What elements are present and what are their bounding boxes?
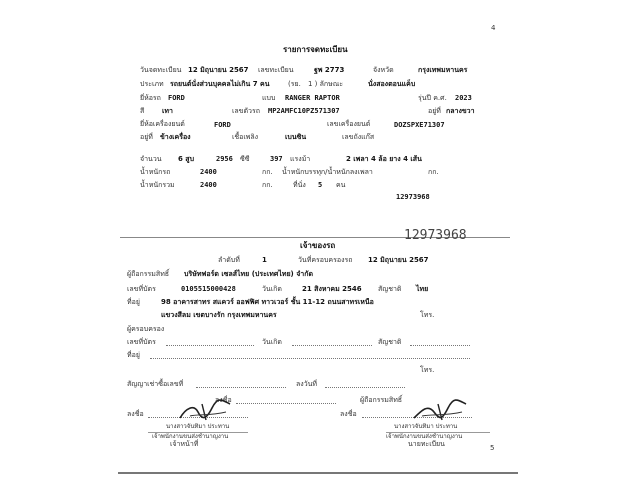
serial-number-small: 12973968	[396, 193, 430, 201]
axle-value: 2 เพลา 4 ล้อ ยาง 4 เส้น	[346, 155, 422, 163]
id-label: เลขที่บัตร	[127, 285, 156, 293]
province-value: กรุงเทพมหานคร	[418, 66, 468, 74]
engine-pos-label: อยู่ที่	[140, 133, 153, 141]
year-value: 2023	[455, 94, 472, 102]
sign-name-left-line	[236, 403, 336, 404]
year-label: รุ่นปี ค.ศ.	[418, 94, 447, 102]
code-label: (รย.	[288, 80, 301, 88]
owner-name-value: บริษัทฟอร์ด เซลส์ไทย (ประเทศไทย) จำกัด	[184, 270, 314, 278]
weight-unit: กก.	[262, 168, 273, 176]
possessor-id-line	[166, 345, 254, 346]
model-value: RANGER RAPTOR	[285, 94, 340, 102]
officer-position-left: เจ้าพนักงานขนส่งชำนาญงาน	[152, 433, 229, 440]
contract-date-line	[325, 387, 405, 388]
birth-label: วันเกิด	[262, 285, 282, 293]
position-value: กลางขวา	[446, 107, 475, 115]
gross-value: 2400	[200, 181, 217, 189]
possessor-nationality-line	[410, 345, 470, 346]
nationality-value: ไทย	[416, 285, 429, 293]
possessor-birth-line	[292, 345, 372, 346]
tel-label: โทร.	[420, 311, 435, 319]
horsepower-value: 397	[270, 155, 283, 163]
brand-value: FORD	[168, 94, 185, 102]
plate-label: เลขทะเบียน	[258, 66, 294, 74]
color-label: สี	[140, 107, 145, 115]
possessor-address-label: ที่อยู่	[127, 351, 140, 359]
gross-unit: กก.	[262, 181, 273, 189]
sign-right-label: ผู้ถือกรรมสิทธิ์	[360, 396, 403, 404]
seat-label: ที่นั่ง	[293, 181, 306, 189]
page-number-top: 4	[491, 24, 496, 32]
type-label: ประเภท	[140, 80, 164, 88]
chassis-value: MP2AMFC10PZ571307	[268, 107, 340, 115]
officer-name-right: นางสาวจันทิมา ประทาน	[394, 423, 458, 430]
contract-number-line	[196, 387, 286, 388]
cylinder-value: 6 สูบ	[178, 155, 195, 163]
chassis-label: เลขตัวรถ	[232, 107, 260, 115]
engine-number-value: DOZSPXE71307	[394, 121, 445, 129]
sign-middle-label: ลงชื่อ	[340, 410, 357, 418]
engine-number-label: เลขเครื่องยนต์	[327, 120, 371, 128]
characteristic-value: นั่งสองตอนแค็บ	[368, 80, 416, 88]
fuel-label: เชื้อเพลิง	[232, 133, 259, 141]
officer-position-right: เจ้าพนักงานขนส่งชำนาญงาน	[386, 433, 463, 440]
birth-value: 21 สิงหาคม 2546	[302, 285, 362, 293]
owner-section-title: เจ้าของรถ	[300, 241, 336, 250]
document-title: รายการจดทะเบียน	[283, 45, 348, 54]
type-value: รถยนต์นั่งส่วนบุคคลไม่เกิน 7 คน	[170, 80, 270, 88]
seat-unit: คน	[336, 181, 346, 189]
engine-brand-label: ยี่ห้อเครื่องยนต์	[140, 120, 185, 128]
signature-left	[176, 398, 234, 424]
officer-role-right: นายทะเบียน	[408, 440, 445, 448]
officer-name-left: นางสาวจันทิมา ประทาน	[166, 423, 230, 430]
order-value: 1	[262, 256, 267, 264]
position-label: อยู่ที่	[428, 107, 441, 115]
cc-label: ซีซี	[240, 155, 250, 163]
cylinder-label: จำนวน	[140, 155, 162, 163]
sign-left-label: ลงชื่อ	[127, 410, 144, 418]
owner-name-label: ผู้ถือกรรมสิทธิ์	[127, 270, 170, 278]
owner-date-label: วันที่ครอบครองรถ	[298, 256, 353, 264]
horsepower-label: แรงม้า	[290, 155, 311, 163]
brand-label: ยี่ห้อรถ	[140, 94, 161, 102]
reg-date-label: วันจดทะเบียน	[140, 66, 182, 74]
order-label: ลำดับที่	[218, 256, 240, 264]
model-label: แบบ	[262, 94, 276, 102]
possessor-label: ผู้ครอบครอง	[127, 325, 165, 333]
gas-tank-label: เลขถังแก๊ส	[342, 133, 375, 141]
weight-value: 2400	[200, 168, 217, 176]
fuel-value: เบนซิน	[285, 133, 307, 141]
engine-brand-value: FORD	[214, 121, 231, 129]
possessor-nationality-label: สัญชาติ	[378, 338, 402, 346]
contract-date-label: ลงวันที่	[296, 380, 318, 388]
nationality-label: สัญชาติ	[378, 285, 402, 293]
possessor-birth-label: วันเกิด	[262, 338, 282, 346]
weight-label: น้ำหนักรถ	[140, 168, 171, 176]
cc-value: 2956	[216, 155, 233, 163]
seat-value: 5	[318, 181, 323, 189]
possessor-id-label: เลขที่บัตร	[127, 338, 156, 346]
reg-date-value: 12 มิถุนายน 2567	[188, 66, 249, 74]
bottom-border	[118, 472, 518, 474]
color-value: เทา	[162, 107, 173, 115]
load-label: น้ำหนักบรรทุก/น้ำหนักลงเพลา	[282, 168, 373, 176]
province-label: จังหวัด	[373, 66, 394, 74]
code-value: 1 ) ลักษณะ	[308, 80, 344, 88]
id-value: 0105515000428	[181, 285, 236, 293]
contract-label: สัญญาเช่าซื้อเลขที่	[127, 380, 184, 388]
engine-pos-value: ข้างเครื่อง	[160, 133, 191, 141]
serial-number-large: 12973968	[404, 228, 467, 243]
page-number-bottom: 5	[490, 444, 495, 452]
plate-value: ฐพ 2773	[314, 66, 345, 74]
gross-label: น้ำหนักรวม	[140, 181, 175, 189]
possessor-tel-label: โทร.	[420, 366, 435, 374]
sign-name-left-label: ลงชื่อ	[215, 396, 232, 404]
officer-role-left: เจ้าหน้าที่	[170, 440, 199, 448]
owner-date-value: 12 มิถุนายน 2567	[368, 256, 429, 264]
possessor-address-line	[150, 358, 470, 359]
signature-right	[410, 398, 470, 424]
load-unit: กก.	[428, 168, 439, 176]
address-value: 98 อาคารสาทร สแควร์ ออฟฟิศ ทาวเวอร์ ชั้น 11-12 ถนนสาทรเหนือ	[161, 298, 374, 306]
address-label: ที่อยู่	[127, 298, 140, 306]
address-line2: แขวงสีลม เขตบางรัก กรุงเทพมหานคร	[161, 311, 277, 319]
